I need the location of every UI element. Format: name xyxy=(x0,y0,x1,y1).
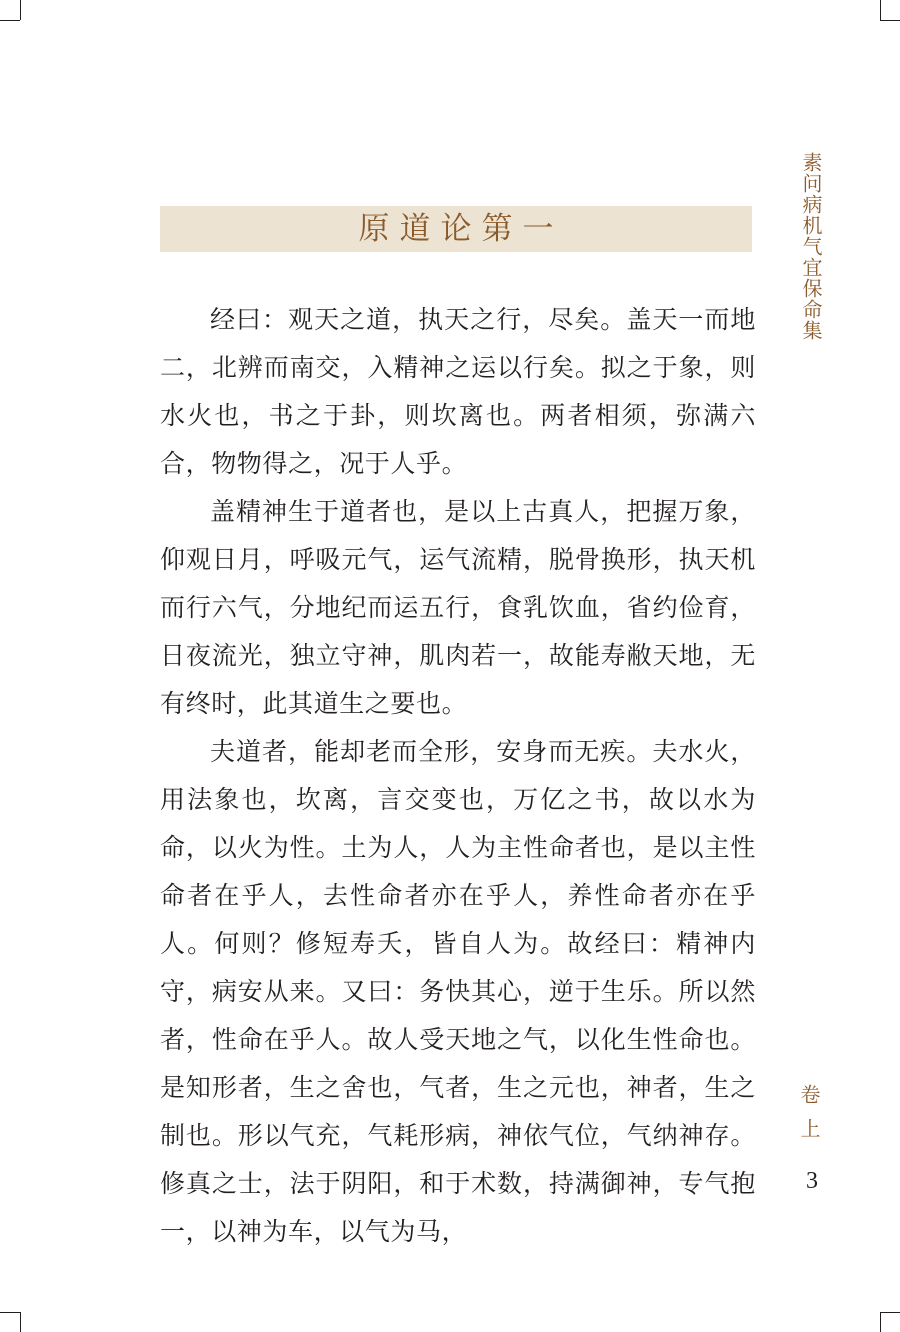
crop-mark-right-bottom xyxy=(880,1312,900,1313)
chapter-title-band xyxy=(160,206,752,252)
crop-mark-right-top xyxy=(880,20,900,21)
body-text xyxy=(160,296,756,1256)
crop-mark-top-right xyxy=(880,0,881,20)
crop-mark-bottom-left xyxy=(20,1312,21,1332)
crop-mark-top-left xyxy=(20,0,21,20)
crop-mark-left-bottom xyxy=(0,1312,20,1313)
page-number: 3 xyxy=(806,1168,818,1194)
crop-mark-left-top xyxy=(0,20,20,21)
chapter-title: 原道论第一 xyxy=(358,211,564,247)
crop-mark-bottom-right xyxy=(880,1312,881,1332)
volume-label: 卷上 xyxy=(797,1084,821,1152)
paragraph-1: 经曰：观天之道，执天之行，尽矣。盖天一而地二，北辨而南交，入精神之运以行矣。拟之于象，则水火也，书之于卦，则坎离也。两者相须，弥满六合，物物得之，况于人乎。 xyxy=(160,305,756,478)
running-head-title: 素问病机气宜保命集 xyxy=(799,152,823,341)
paragraph-3: 夫道者，能却老而全形，安身而无疾。夫水火，用法象也，坎离，言交变也，万亿之书，故以水为命，以火为性。土为人，人为主性命者也，是以主性命者在乎人，去性命者亦在乎人，养性命者亦在乎人。何则？修短寿夭，皆自人为。故经曰：精神内守，病安从来。又曰：务快其心，逆于生乐。所以然者，性命在乎人。故人受天地之气，以化生性命也。是知形者，生之舍也，气者，生之元也，神者，生之制也。形以气充，气耗形病，神依气位，气纳神存。修真之士，法于阴阳，和于术数，持满御神，专气抱一，以神为车，以气为马， xyxy=(160,737,756,1246)
paragraph-2: 盖精神生于道者也，是以上古真人，把握万象，仰观日月，呼吸元气，运气流精，脱骨换形，执天机而行六气，分地纪而运五行，食乳饮血，省约俭育，日夜流光，独立守神，肌肉若一，故能寿敝天地，无有终时，此其道生之要也。 xyxy=(160,497,756,718)
